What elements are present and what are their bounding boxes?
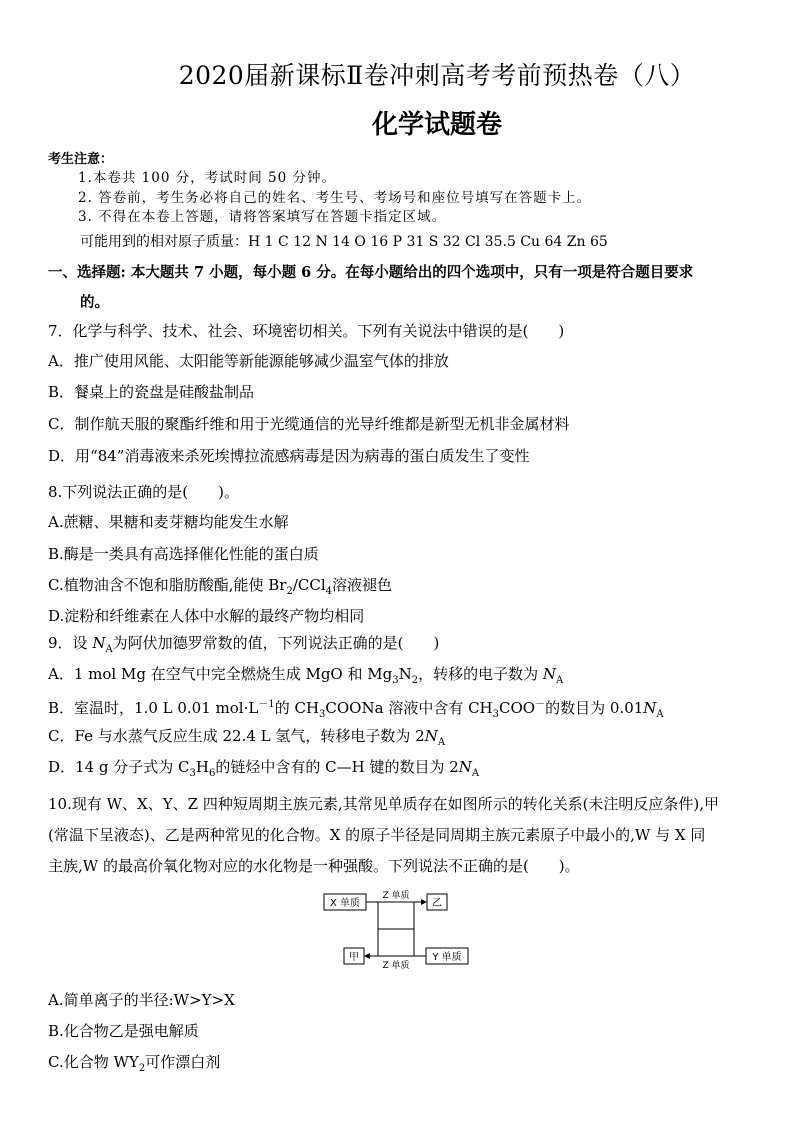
q10-option-c: C.化合物 $WY_2$可作漂白剂 <box>48 1053 221 1074</box>
paper-subtitle: 化学试题卷 <box>371 110 502 140</box>
notice-item-2: 2. 答卷前，考生务必将自己的姓名、考生号、考场号和座位号填写在答题卡上。 <box>78 190 592 206</box>
q9-option-d: D．14 g 分子式为 $C_3H_6$的链烃中含有的 C—H 键的数目为 $2N_A$ <box>48 758 480 779</box>
q8-stem: 8.下列说法正确的是( )。 <box>48 483 240 501</box>
section-heading: 一、选择题: 本大题共 7 小题，每小题 6 分。在每小题给出的四个选项中，只有一项是符合题目要求 <box>48 264 694 281</box>
conversion-diagram <box>322 884 472 970</box>
q10-option-a: A.简单离子的半径:W>Y>X <box>48 991 235 1009</box>
q7-stem: 7．化学与科学、技术、社会、环境密切相关。下列有关说法中错误的是( ) <box>48 322 565 340</box>
atomic-masses: 可能用到的相对原子质量：H 1 C 12 N 14 O 16 P 31 S 32 Cl 35.5 Cu 64 Zn 65 <box>80 234 608 250</box>
q10-option-b: B.化合物乙是强电解质 <box>48 1022 199 1040</box>
q10-stem-line-1: 10.现有 W、X、Y、Z 四种短周期主族元素,其常见单质存在如图所示的转化关系(未注明反应条件),甲 <box>48 795 720 813</box>
box-x-label: X 单质 <box>329 898 361 909</box>
notice-heading: 考生注意： <box>48 152 114 167</box>
q9-stem: 9．设 $N_A$为阿伏加德罗常数的值，下列说法正确的是( ) <box>48 634 440 655</box>
box-jia-label: 甲 <box>349 952 359 963</box>
q10-stem-line-3: 主族,W 的最高价氧化物对应的水化物是一种强酸。下列说法不正确的是( )。 <box>48 857 580 875</box>
box-y-label: Y 单质 <box>432 952 462 963</box>
notice-item-1: 1.本卷共 100 分，考试时间 50 分钟。 <box>78 170 336 186</box>
q10-stem-line-2: (常温下呈液态)、乙是两种常见的化合物。X 的原子半径是同周期主族元素原子中最小的,W 与 X 同 <box>48 826 706 844</box>
box-yi-label: 乙 <box>432 898 442 909</box>
q7-option-b: B．餐桌上的瓷盘是硅酸盐制品 <box>48 383 255 401</box>
q9-option-a: A．1 mol Mg 在空气中完全燃烧生成 MgO 和 $Mg_3N_2$，转移的电子数为 $N_A$ <box>48 665 564 686</box>
q9-option-b: B．室温时，1.0 L 0.01 $mol\cdot L^{-1}$的 $CH_3COONa$ 溶液中含有 $CH_3COO^-$的数目为 $0.01N_A$ <box>48 699 664 720</box>
q9-option-c: C．Fe 与水蒸气反应生成 22.4 L 氢气，转移电子数为 $2N_A$ <box>48 727 446 748</box>
q8-option-c: C.植物油含不饱和脂肪酸酯,能使 $Br_2/CCl_4$溶液褪色 <box>48 576 393 597</box>
q7-option-d: D．用“84”消毒液来杀死埃博拉流感病毒是因为病毒的蛋白质发生了变性 <box>48 447 530 465</box>
q7-option-a: A．推广使用风能、太阳能等新能源能够减少温室气体的排放 <box>48 352 449 370</box>
q8-option-b: B.酶是一类具有高选择催化性能的蛋白质 <box>48 545 319 563</box>
notice-item-3: 3. 不得在本卷上答题，请将答案填写在答题卡指定区域。 <box>78 209 447 225</box>
section-heading-cont: 的。 <box>80 294 109 311</box>
q8-option-d: D.淀粉和纤维素在人体中水解的最终产物均相同 <box>48 607 365 625</box>
q7-option-c: C．制作航天服的聚酯纤维和用于光缆通信的光导纤维都是新型无机非金属材料 <box>48 415 570 433</box>
arrow-top-label: Z 单质 <box>382 891 410 901</box>
paper-title: 2020届新课标Ⅱ卷冲刺高考考前预热卷（八） <box>178 61 696 90</box>
arrow-bottom-label: Z 单质 <box>382 961 410 970</box>
q8-option-a: A.蔗糖、果糖和麦芽糖均能发生水解 <box>48 513 289 531</box>
